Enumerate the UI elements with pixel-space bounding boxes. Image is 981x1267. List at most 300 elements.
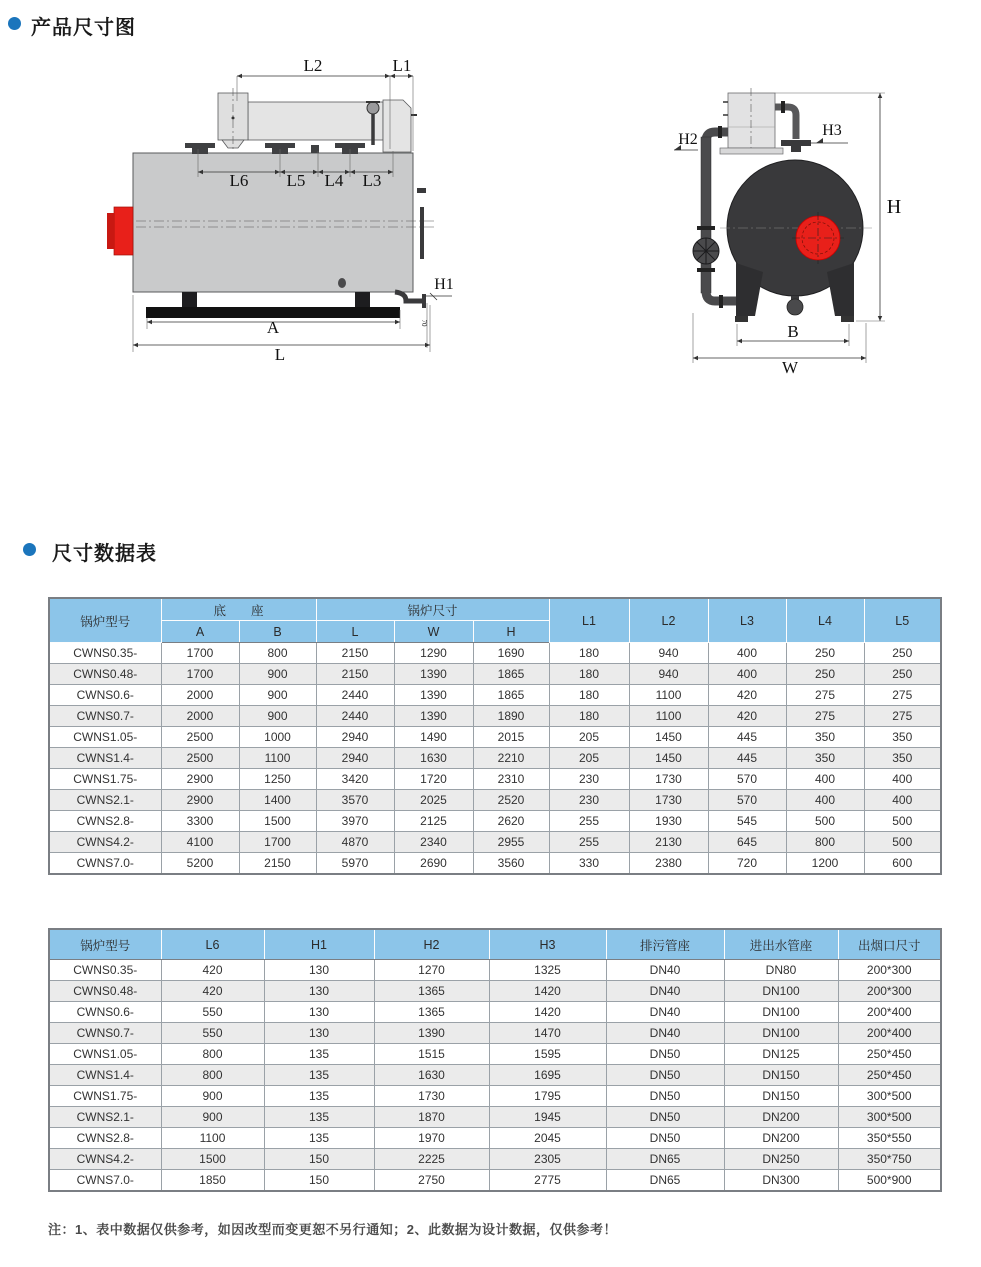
col-header-L3: L3 (708, 598, 786, 643)
value-cell: 255 (549, 811, 629, 832)
value-cell: 3560 (473, 853, 549, 875)
value-cell: 445 (708, 727, 786, 748)
value-cell: 1420 (489, 981, 606, 1002)
value-cell: DN65 (606, 1170, 724, 1192)
value-cell: 1420 (489, 1002, 606, 1023)
value-cell: 2690 (394, 853, 473, 875)
value-cell: 250*450 (838, 1065, 941, 1086)
value-cell: 900 (161, 1107, 264, 1128)
value-cell: 2000 (161, 706, 239, 727)
col-header-L: L (316, 621, 394, 643)
value-cell: 645 (708, 832, 786, 853)
value-cell: 2940 (316, 748, 394, 769)
value-cell: 1865 (473, 685, 549, 706)
table-row (49, 1023, 941, 1044)
model-cell: CWNS2.1- (49, 790, 161, 811)
table-row (49, 685, 941, 706)
duct-mark (232, 117, 235, 120)
value-cell: 230 (549, 769, 629, 790)
value-cell: 420 (161, 981, 264, 1002)
value-cell: 350*550 (838, 1128, 941, 1149)
value-cell: DN100 (724, 1023, 838, 1044)
value-cell: 420 (161, 960, 264, 981)
section-bullet-icon (23, 543, 36, 556)
value-cell: 250 (786, 643, 864, 664)
burner-opening (796, 216, 840, 260)
value-cell: 350 (864, 748, 941, 769)
value-cell: 2955 (473, 832, 549, 853)
fitting (417, 188, 426, 193)
value-cell: DN80 (724, 960, 838, 981)
value-cell: 300*500 (838, 1107, 941, 1128)
value-cell: 2125 (394, 811, 473, 832)
col-header-W: W (394, 621, 473, 643)
value-cell: 2000 (161, 685, 239, 706)
value-cell: 135 (264, 1107, 374, 1128)
dim-label-L2: L2 (303, 56, 323, 75)
value-cell: 1720 (394, 769, 473, 790)
value-cell: 2620 (473, 811, 549, 832)
value-cell: 1945 (489, 1107, 606, 1128)
value-cell: 150 (264, 1149, 374, 1170)
value-cell: 900 (161, 1086, 264, 1107)
shell-top-neck (791, 146, 801, 152)
section-bullet-icon (8, 17, 21, 30)
value-cell: 130 (264, 960, 374, 981)
value-cell: 2340 (394, 832, 473, 853)
support-leg (827, 263, 854, 316)
steam-pipe (775, 107, 796, 139)
value-cell: 400 (708, 643, 786, 664)
value-cell: 180 (549, 706, 629, 727)
pipe-flange (719, 295, 723, 308)
value-cell: DN300 (724, 1170, 838, 1192)
value-cell: 1695 (489, 1065, 606, 1086)
boiler-side-view-diagram (100, 55, 460, 375)
value-cell: 550 (161, 1023, 264, 1044)
chimney (728, 93, 775, 148)
model-cell: CWNS0.35- (49, 643, 161, 664)
table-row (49, 960, 941, 981)
model-cell: CWNS0.6- (49, 1002, 161, 1023)
model-cell: CWNS1.4- (49, 748, 161, 769)
value-cell: 2900 (161, 790, 239, 811)
value-cell: 275 (786, 706, 864, 727)
value-cell: 5200 (161, 853, 239, 875)
value-cell: 570 (708, 790, 786, 811)
base-leg (182, 292, 197, 309)
value-cell: 1700 (161, 643, 239, 664)
value-cell: DN125 (724, 1044, 838, 1065)
value-cell: 1325 (489, 960, 606, 981)
value-cell: 1500 (161, 1149, 264, 1170)
value-cell: 420 (708, 706, 786, 727)
value-cell: DN250 (724, 1149, 838, 1170)
footnote: 注：1、表中数据仅供参考，如因改型而变更恕不另行通知；2、此数据为设计数据，仅供参考！ (48, 1222, 617, 1237)
dim-label-H2: H2 (678, 131, 698, 148)
chimney-flange (720, 148, 783, 154)
value-cell: 1200 (786, 853, 864, 875)
drain-pipe (395, 292, 422, 301)
value-cell: 800 (786, 832, 864, 853)
value-cell: 1870 (374, 1107, 489, 1128)
col-header-model: 锅炉型号 (49, 929, 161, 960)
pipe-flange (718, 126, 722, 138)
value-cell: 1450 (629, 727, 708, 748)
value-cell: 2500 (161, 748, 239, 769)
model-cell: CWNS1.05- (49, 1044, 161, 1065)
pipe-flange (781, 101, 785, 113)
value-cell: 1500 (239, 811, 316, 832)
economizer-body (248, 102, 383, 140)
value-cell: 1730 (629, 790, 708, 811)
value-cell: 250 (864, 664, 941, 685)
col-header-L4: L4 (786, 598, 864, 643)
value-cell: 1390 (394, 706, 473, 727)
model-cell: CWNS4.2- (49, 1149, 161, 1170)
value-cell: 1795 (489, 1086, 606, 1107)
value-cell: DN150 (724, 1065, 838, 1086)
value-cell: 3300 (161, 811, 239, 832)
value-cell: 250*450 (838, 1044, 941, 1065)
value-cell: 250 (864, 643, 941, 664)
value-cell: 135 (264, 1086, 374, 1107)
value-cell: 275 (786, 685, 864, 706)
model-cell: CWNS0.6- (49, 685, 161, 706)
value-cell: 2015 (473, 727, 549, 748)
table-row (49, 1128, 941, 1149)
value-cell: 300*500 (838, 1086, 941, 1107)
value-cell: 1970 (374, 1128, 489, 1149)
value-cell: 2900 (161, 769, 239, 790)
col-group-base: 底 座 (161, 598, 316, 621)
value-cell: 400 (786, 769, 864, 790)
valve-icon (367, 102, 379, 114)
dimension-table-2-grid (48, 928, 942, 1192)
value-cell: DN40 (606, 1023, 724, 1044)
dim-label-L6: L6 (229, 171, 249, 190)
pump-icon (693, 238, 719, 264)
table-row (49, 727, 941, 748)
table-row (49, 1170, 941, 1192)
value-cell: 1930 (629, 811, 708, 832)
foot (735, 316, 748, 322)
value-cell: 500 (786, 811, 864, 832)
col-header-smoke-outlet: 出烟口尺寸 (838, 929, 941, 960)
value-cell: 800 (161, 1065, 264, 1086)
value-cell: 4870 (316, 832, 394, 853)
burner-nose (107, 213, 114, 249)
model-cell: CWNS1.75- (49, 1086, 161, 1107)
value-cell: 1490 (394, 727, 473, 748)
value-cell: 1700 (239, 832, 316, 853)
value-cell: 1390 (394, 664, 473, 685)
value-cell: 350 (786, 727, 864, 748)
value-cell: 2310 (473, 769, 549, 790)
value-cell: 400 (708, 664, 786, 685)
value-cell: 500*900 (838, 1170, 941, 1192)
value-cell: 940 (629, 643, 708, 664)
value-cell: 180 (549, 685, 629, 706)
value-cell: DN40 (606, 981, 724, 1002)
value-cell: 200*300 (838, 981, 941, 1002)
model-cell: CWNS1.05- (49, 727, 161, 748)
table-row (49, 748, 941, 769)
col-header-model: 锅炉型号 (49, 598, 161, 643)
value-cell: 900 (239, 664, 316, 685)
value-cell: 135 (264, 1128, 374, 1149)
value-cell: 230 (549, 790, 629, 811)
table-row (49, 1149, 941, 1170)
value-cell: 130 (264, 981, 374, 1002)
value-cell: 720 (708, 853, 786, 875)
value-cell: 1270 (374, 960, 489, 981)
value-cell: 150 (264, 1170, 374, 1192)
value-cell: 200*400 (838, 1023, 941, 1044)
table-row (49, 643, 941, 664)
table-row (49, 769, 941, 790)
value-cell: 5970 (316, 853, 394, 875)
value-cell: 400 (864, 790, 941, 811)
model-cell: CWNS0.7- (49, 1023, 161, 1044)
handhole (338, 278, 346, 288)
dim-label-H1: H1 (434, 276, 454, 293)
model-cell: CWNS1.75- (49, 769, 161, 790)
dim-label-L1: L1 (392, 56, 412, 75)
value-cell: 2130 (629, 832, 708, 853)
value-cell: 500 (864, 832, 941, 853)
dim-label-A: A (266, 318, 280, 337)
dim-label-H: H (886, 196, 902, 218)
value-cell: 1100 (239, 748, 316, 769)
value-cell: 600 (864, 853, 941, 875)
value-cell: 330 (549, 853, 629, 875)
value-cell: 900 (239, 685, 316, 706)
value-cell: DN40 (606, 1002, 724, 1023)
value-cell: 1290 (394, 643, 473, 664)
foot (841, 316, 854, 322)
model-cell: CWNS1.4- (49, 1065, 161, 1086)
value-cell: 350 (786, 748, 864, 769)
dimension-table-2 (48, 928, 942, 1192)
value-cell: 130 (264, 1002, 374, 1023)
value-cell: 275 (864, 685, 941, 706)
value-cell: 1250 (239, 769, 316, 790)
value-cell: 2440 (316, 706, 394, 727)
value-cell: 2775 (489, 1170, 606, 1192)
model-cell: CWNS0.7- (49, 706, 161, 727)
col-header-H: H (473, 621, 549, 643)
dim-label-70: 70 (420, 319, 428, 327)
table-row (49, 853, 941, 875)
value-cell: 180 (549, 643, 629, 664)
value-cell: 130 (264, 1023, 374, 1044)
table-row (49, 832, 941, 853)
col-header-L6: L6 (161, 929, 264, 960)
dim-label-H3: H3 (822, 122, 842, 139)
value-cell: 2225 (374, 1149, 489, 1170)
dimension-table-1 (48, 597, 942, 875)
value-cell: 2025 (394, 790, 473, 811)
table-row (49, 664, 941, 685)
value-cell: 1730 (374, 1086, 489, 1107)
value-cell: 400 (864, 769, 941, 790)
value-cell: 1365 (374, 1002, 489, 1023)
economizer-right-end (383, 100, 411, 152)
value-cell: DN200 (724, 1107, 838, 1128)
col-header-water-inlet-outlet: 进出水管座 (724, 929, 838, 960)
model-cell: CWNS0.35- (49, 960, 161, 981)
value-cell: 4100 (161, 832, 239, 853)
value-cell: 350*750 (838, 1149, 941, 1170)
value-cell: DN50 (606, 1065, 724, 1086)
value-cell: 205 (549, 727, 629, 748)
value-cell: DN50 (606, 1086, 724, 1107)
value-cell: 3420 (316, 769, 394, 790)
value-cell: 1595 (489, 1044, 606, 1065)
top-flanges (185, 143, 365, 154)
value-cell: 1390 (394, 685, 473, 706)
value-cell: 135 (264, 1065, 374, 1086)
boiler-front-view-diagram (650, 55, 981, 385)
dim-label-L3: L3 (362, 171, 382, 190)
value-cell: 2150 (316, 664, 394, 685)
level-gauge (420, 207, 424, 259)
value-cell: 2520 (473, 790, 549, 811)
section2-title: 尺寸数据表 (52, 543, 157, 565)
base-leg (355, 292, 370, 309)
value-cell: 800 (161, 1044, 264, 1065)
value-cell: 350 (864, 727, 941, 748)
pipe-flange (697, 268, 715, 272)
value-cell: 2150 (316, 643, 394, 664)
value-cell: 275 (864, 706, 941, 727)
col-header-blowdown: 排污管座 (606, 929, 724, 960)
table-row (49, 1065, 941, 1086)
value-cell: 800 (239, 643, 316, 664)
table-row (49, 1086, 941, 1107)
table-row (49, 1107, 941, 1128)
value-cell: DN40 (606, 960, 724, 981)
value-cell: 1390 (374, 1023, 489, 1044)
shell-top-flange (781, 140, 811, 146)
value-cell: 1100 (161, 1128, 264, 1149)
value-cell: 1100 (629, 706, 708, 727)
value-cell: 1850 (161, 1170, 264, 1192)
dim-label-L5: L5 (286, 171, 306, 190)
value-cell: 445 (708, 748, 786, 769)
value-cell: 2440 (316, 685, 394, 706)
table-row (49, 706, 941, 727)
col-header-H2: H2 (374, 929, 489, 960)
value-cell: 205 (549, 748, 629, 769)
value-cell: 550 (161, 1002, 264, 1023)
value-cell: 1730 (629, 769, 708, 790)
value-cell: 2500 (161, 727, 239, 748)
value-cell: 1630 (374, 1065, 489, 1086)
value-cell: 1700 (161, 664, 239, 685)
value-cell: 2750 (374, 1170, 489, 1192)
value-cell: 1630 (394, 748, 473, 769)
value-cell: 200*400 (838, 1002, 941, 1023)
value-cell: 2305 (489, 1149, 606, 1170)
value-cell: 940 (629, 664, 708, 685)
support-leg (736, 263, 763, 316)
col-header-A: A (161, 621, 239, 643)
table-row (49, 1044, 941, 1065)
burner (114, 207, 133, 255)
value-cell: 545 (708, 811, 786, 832)
value-cell: 1000 (239, 727, 316, 748)
value-cell: 570 (708, 769, 786, 790)
value-cell: DN150 (724, 1086, 838, 1107)
model-cell: CWNS0.48- (49, 664, 161, 685)
table-row (49, 981, 941, 1002)
value-cell: DN100 (724, 1002, 838, 1023)
table-row (49, 790, 941, 811)
dim-label-W: W (781, 358, 799, 377)
value-cell: 420 (708, 685, 786, 706)
dimension-table-1-grid (48, 597, 942, 875)
value-cell: DN50 (606, 1044, 724, 1065)
model-cell: CWNS4.2- (49, 832, 161, 853)
model-cell: CWNS2.8- (49, 1128, 161, 1149)
value-cell: 1470 (489, 1023, 606, 1044)
value-cell: 255 (549, 832, 629, 853)
value-cell: 500 (864, 811, 941, 832)
value-cell: 3970 (316, 811, 394, 832)
value-cell: 1865 (473, 664, 549, 685)
model-cell: CWNS7.0- (49, 853, 161, 875)
model-cell: CWNS2.1- (49, 1107, 161, 1128)
value-cell: DN200 (724, 1128, 838, 1149)
col-header-L5: L5 (864, 598, 941, 643)
value-cell: 1400 (239, 790, 316, 811)
pipe-flange (697, 226, 715, 230)
value-cell: 135 (264, 1044, 374, 1065)
value-cell: 2150 (239, 853, 316, 875)
value-cell: 250 (786, 664, 864, 685)
table-row (49, 811, 941, 832)
section1-title: 产品尺寸图 (31, 17, 136, 39)
col-header-H1: H1 (264, 929, 374, 960)
value-cell: 2210 (473, 748, 549, 769)
col-header-L1: L1 (549, 598, 629, 643)
value-cell: 1450 (629, 748, 708, 769)
col-header-H3: H3 (489, 929, 606, 960)
model-cell: CWNS7.0- (49, 1170, 161, 1192)
model-cell: CWNS0.48- (49, 981, 161, 1002)
col-header-L2: L2 (629, 598, 708, 643)
drain-valve (787, 299, 803, 315)
value-cell: 180 (549, 664, 629, 685)
col-group-boiler-size: 锅炉尺寸 (316, 598, 549, 621)
base-skid (146, 307, 400, 318)
value-cell: 2940 (316, 727, 394, 748)
value-cell: 1100 (629, 685, 708, 706)
model-cell: CWNS2.8- (49, 811, 161, 832)
value-cell: DN65 (606, 1149, 724, 1170)
value-cell: 2045 (489, 1128, 606, 1149)
dim-label-L: L (274, 345, 286, 364)
value-cell: 1690 (473, 643, 549, 664)
dim-label-L4: L4 (324, 171, 344, 190)
value-cell: DN50 (606, 1107, 724, 1128)
value-cell: 2380 (629, 853, 708, 875)
value-cell: 400 (786, 790, 864, 811)
dim-label-B: B (787, 322, 799, 341)
value-cell: DN100 (724, 981, 838, 1002)
